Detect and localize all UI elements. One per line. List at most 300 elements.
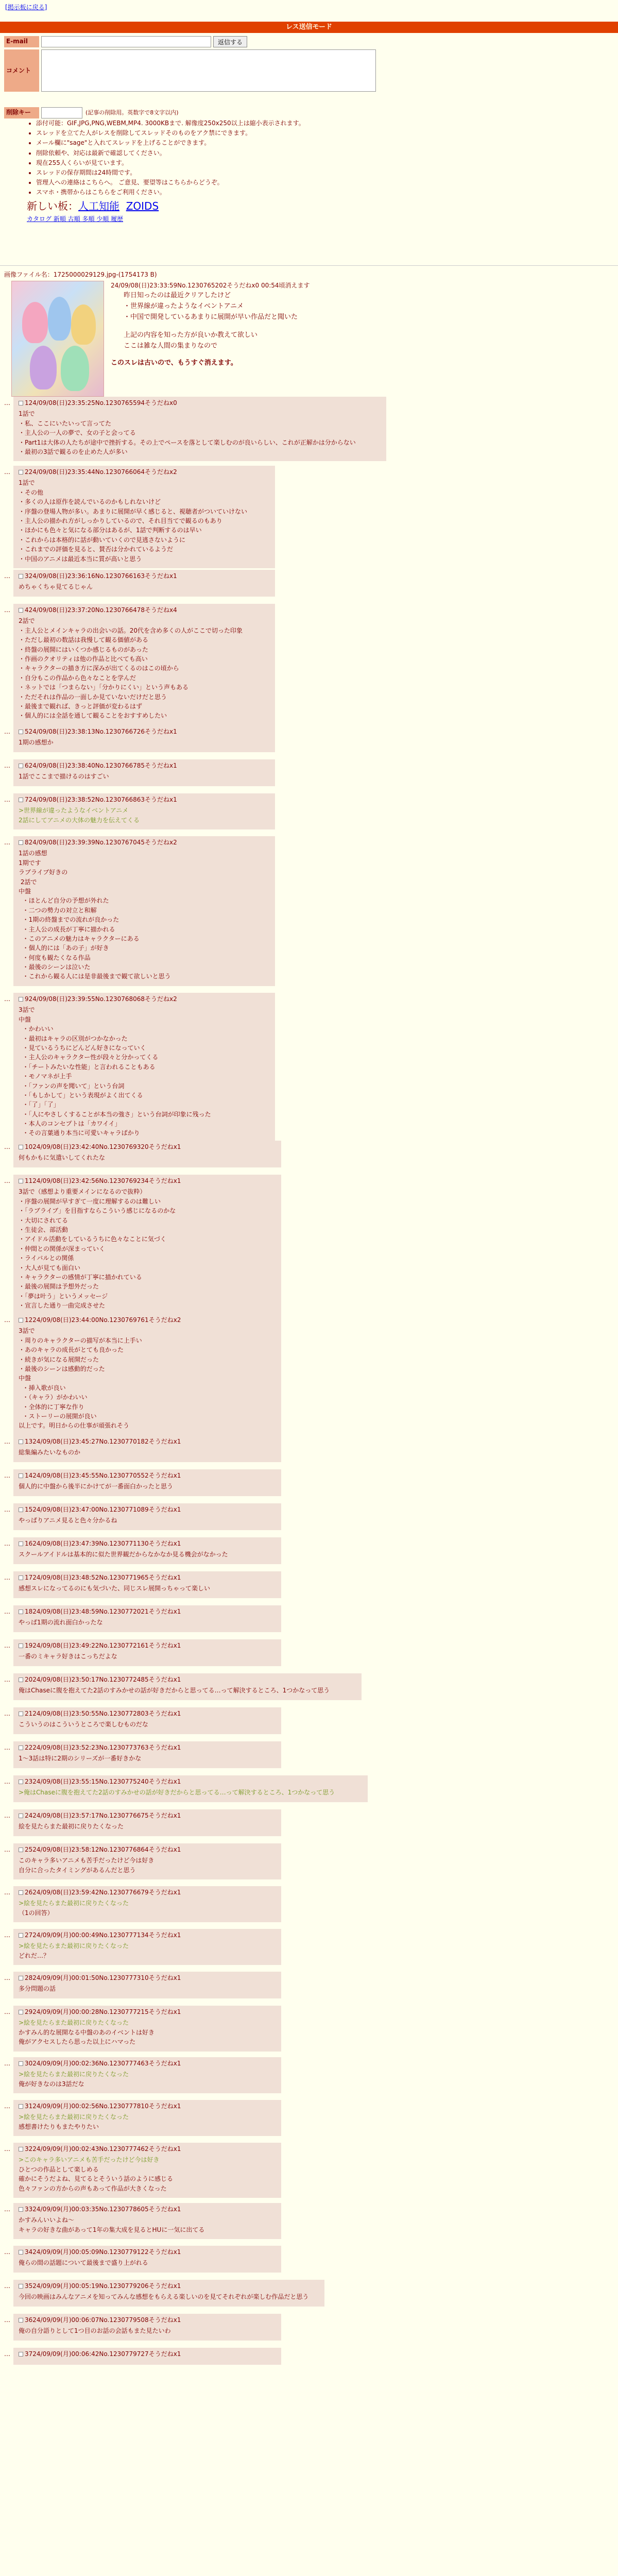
reply-text: ・モノマネが上手 (19, 1073, 72, 1080)
reply-text: 1期です (19, 859, 41, 867)
reply-text: ・ただし最初の数話は我慢して観る価値がある (19, 636, 149, 644)
reply-checkbox[interactable] (19, 1179, 23, 1183)
reply-header[interactable]: 1424/09/08(日)23:45:55No.1230770552そうだねx1 (25, 1472, 181, 1479)
reply-header[interactable]: 1724/09/08(日)23:48:52No.1230771965そうだねx1 (25, 1574, 181, 1581)
reply-text: ひとつの作品として楽しめる (19, 2165, 99, 2173)
reply-indent-marker: … (4, 2206, 10, 2213)
reply-indent-marker: … (4, 1889, 10, 1896)
reply-text: ・これからは本格的に話が動いていくので見逃さないように (19, 536, 186, 544)
reply-text: 1話の感想 (19, 850, 47, 857)
reply-body (13, 604, 275, 725)
reply-text: ・「人にやさしくすることが本当の強さ」という台詞が印象に残った (19, 1110, 211, 1118)
email-field[interactable] (41, 36, 211, 47)
reply-checkbox[interactable] (19, 401, 23, 405)
reply-text: スクールアイドルは基本的に似た世界観だからなかなか見る機会がなかった (19, 1551, 228, 1558)
reply-body (13, 1537, 281, 1564)
reply-indent-marker: … (4, 2008, 10, 2015)
reply-indent-marker: … (4, 1676, 10, 1683)
reply-checkbox[interactable] (19, 1145, 23, 1149)
new-board-link-zoids[interactable]: ZOIDS (126, 199, 159, 212)
reply-body (13, 397, 386, 461)
reply-body (13, 1503, 281, 1530)
reply-text: ・大人が見ても面白い (19, 1264, 81, 1272)
reply-text: ・ライバルとの関係 (19, 1255, 74, 1262)
reply-indent-marker: … (4, 1438, 10, 1445)
reply-body (13, 570, 275, 597)
submit-reply-button[interactable]: 返信する (213, 36, 247, 47)
note-item: • 現在255人くらいが見ています。 (36, 158, 542, 168)
reply-header[interactable]: 124/09/08(日)23:35:25No.1230765594そうだねx0 (25, 399, 177, 406)
comment-label: コメント (4, 49, 39, 92)
reply-text: 1期の感想か (19, 739, 54, 747)
reply-body (13, 1435, 281, 1462)
reply-body (13, 1175, 281, 1315)
comment-field[interactable] (41, 49, 376, 92)
reply-header[interactable]: 624/09/08(日)23:38:40No.1230766785そうだねx1 (25, 762, 177, 769)
reply-body (13, 1605, 281, 1632)
reply-checkbox[interactable] (19, 470, 23, 474)
reply-header[interactable]: 3024/09/09(月)00:02:36No.1230777463そうだねx1 (25, 2060, 181, 2067)
reply-checkbox[interactable] (19, 764, 23, 768)
reply-text: ・生徒会、部活動 (19, 1226, 68, 1233)
quoted-text: >絵を見たらまた最初に戻りたくなった (19, 1900, 129, 1907)
reply-text: ・ストーリーの展開が良い (19, 1412, 97, 1420)
reply-checkbox[interactable] (19, 1609, 23, 1614)
op-line: ここは雑な人間の集まりなので (124, 342, 218, 350)
reply-body (13, 836, 275, 986)
reply-body (13, 1673, 362, 1700)
reply-body (13, 1972, 281, 1998)
reply-text: ・最後のシーンは感動的だった (19, 1365, 105, 1372)
reply-header[interactable]: 2224/09/08(日)23:52:23No.1230773763そうだねx1 (25, 1744, 181, 1751)
reply-checkbox[interactable] (19, 1507, 23, 1512)
reply-body (13, 759, 275, 786)
quoted-text: >世界線が違ったようなイベントアニメ (19, 807, 129, 815)
reply-indent-marker: … (4, 1846, 10, 1853)
reply-text: ・全体的に丁寧な作り (19, 1403, 84, 1411)
reply-checkbox[interactable] (19, 574, 23, 579)
reply-text: 中盤 (19, 1015, 31, 1023)
reply-text: 2話で (19, 617, 35, 625)
character-figure (61, 346, 89, 391)
reply-header[interactable]: 2424/09/08(日)23:57:17No.1230776675そうだねx1 (25, 1812, 181, 1819)
reply-checkbox[interactable] (19, 2010, 23, 2014)
reply-text: やっぱ1期の流れ面白かったな (19, 1619, 103, 1626)
reply-text: かすみんいいよね〜 (19, 2216, 75, 2224)
op-line: 上記の内容を知った方が良いか教えて欲しい (124, 331, 258, 339)
reply-checkbox[interactable] (19, 1541, 23, 1546)
reply-checkbox[interactable] (19, 1780, 23, 1784)
reply-text: ・これから観る人には是非最後まで観て欲しいと思う (19, 973, 171, 980)
reply-text: 1〜3話は特に2期のシリーズが一番好きかな (19, 1755, 142, 1762)
quoted-text: 2話にしてアニメの大体の魅力を伝えてくる (19, 816, 140, 824)
quoted-text: >絵を見たらまた最初に戻りたくなった (19, 2019, 129, 2027)
reply-text: ・作画のクオリティは他の作品と比べても高い (19, 655, 148, 663)
reply-header[interactable]: 1924/09/08(日)23:49:22No.1230772161そうだねx1 (25, 1642, 181, 1649)
op-line: 昨日知ったのは最近クリアしたけど (124, 292, 231, 300)
reply-text: やっぱりアニメ見ると色々分かるね (19, 1517, 117, 1524)
reply-text: ・主人公のキャラクター性が段々と分かってくる (19, 1054, 159, 1061)
reply-indent-marker: … (4, 839, 10, 846)
reply-text: 1話で (19, 410, 35, 418)
delete-key-tip: (記事の削除用。英数字で8文字以内) (85, 109, 179, 116)
reply-checkbox[interactable] (19, 608, 23, 613)
reply-header[interactable]: 2624/09/08(日)23:59:42No.1230776679そうだねx1 (25, 1889, 181, 1896)
reply-header[interactable]: 724/09/08(日)23:38:52No.1230766863そうだねx1 (25, 796, 177, 803)
op-line: ・世界線が違ったようなイベントアニメ (124, 302, 244, 311)
reply-text: ・「ラブライブ」を目指すならこういう感じになるのかな (19, 1207, 176, 1215)
reply-text: 3話で (19, 1327, 35, 1335)
reply-text: ・個人的には「あの子」が好き (19, 944, 109, 952)
reply-header[interactable]: 2124/09/08(日)23:50:55No.1230772803そうだねx1 (25, 1710, 181, 1717)
new-board-link-ai[interactable]: 人工知能 (78, 199, 119, 212)
reply-checkbox[interactable] (19, 730, 23, 734)
reply-checkbox[interactable] (19, 798, 23, 802)
separator (0, 265, 618, 266)
reply-indent-marker: … (4, 1506, 10, 1513)
reply-header[interactable]: 1324/09/08(日)23:45:27No.1230770182そうだねx1 (25, 1438, 181, 1445)
reply-checkbox[interactable] (19, 1890, 23, 1895)
reply-text: ・「夢は叶う」というメッセージ (19, 1292, 108, 1300)
reply-checkbox[interactable] (19, 1933, 23, 1938)
quoted-text: >俺はChaseに腹を抱えてた2話のすみかせの話が好きだからと思ってる…って解決するところ、1つかなって思う (19, 1789, 335, 1797)
reply-indent-marker: … (4, 1574, 10, 1581)
reply-body (13, 1775, 368, 1802)
reply-header[interactable]: 524/09/08(日)23:38:13No.1230766726そうだねx1 (25, 728, 177, 735)
reply-indent-marker: … (4, 1316, 10, 1324)
reply-body (13, 2280, 324, 2307)
reply-header[interactable]: 2824/09/09(月)00:01:50No.1230777310そうだねx1 (25, 1974, 181, 1981)
back-to-board-link[interactable]: [掲示板に戻る] (5, 4, 47, 11)
reply-indent-marker: … (4, 606, 10, 614)
character-figure (48, 297, 71, 341)
reply-indent-marker: … (4, 572, 10, 580)
reply-header[interactable]: 2724/09/09(月)00:00:49No.1230777134そうだねx1 (25, 1931, 181, 1939)
reply-body (13, 2006, 281, 2052)
reply-text: 絵を見たらまた最初に戻りたくなった (19, 1823, 124, 1831)
reply-text: 個人的に中盤から後半にかけてが一番面白かったと思う (19, 1483, 174, 1490)
reply-text: 感想スレになってるのにも気づいた、同じスレ展開っちゃって楽しい (19, 1585, 211, 1592)
reply-header[interactable]: 1024/09/08(日)23:42:40No.1230769320そうだねx1 (25, 1143, 181, 1150)
file-info: 画像ファイル名：1725000029129.jpg-(1754173 B) (4, 271, 157, 278)
reply-text: ・序盤の登場人物が多い。あまりに展開が早く感じると、視聴者がついていけない (19, 507, 248, 515)
reply-body (13, 993, 275, 1143)
reply-text: ・中国のアニメは最近本当に質が高いと思う (19, 555, 142, 563)
reply-text: ・ネットでは「つまらない」「分かりにくい」という声もある (19, 684, 189, 691)
reply-checkbox[interactable] (19, 2318, 23, 2323)
reply-text: ・（キャラ）がかわいい (19, 1394, 88, 1401)
reply-header[interactable]: 1124/09/08(日)23:42:56No.1230769234そうだねx1 (25, 1177, 181, 1184)
reply-text: 自分に合ったタイミングがあるんだと思う (19, 1866, 136, 1874)
reply-text: 1話で (19, 479, 35, 487)
reply-text: （1の回答） (19, 1909, 54, 1917)
reply-body (13, 2348, 281, 2365)
quoted-text: >絵を見たらまた最初に戻りたくなった (19, 2113, 129, 2121)
reply-text: ・Part1は大体の人たちが途中で挫折する。その上でペースを落として楽しむのが良いらしい、これが正解かは分からない (19, 438, 356, 446)
reply-form (4, 36, 416, 121)
reply-text: ・二つの勢力の対立と和解 (19, 906, 97, 914)
reply-text: ・アイドル活動をしているうちに色々なことに気づく (19, 1235, 166, 1243)
reply-checkbox[interactable] (19, 2352, 23, 2357)
reply-text: 俺が好きなのは3話だな (19, 2080, 84, 2088)
note-item: • 削除依頼や、対応は最新で確認してください。 (36, 148, 542, 158)
reply-header[interactable]: 2924/09/09(月)00:00:28No.1230777215そうだねx1 (25, 2008, 181, 2015)
reply-body (13, 1707, 281, 1734)
reply-text: ・かわいい (19, 1025, 54, 1033)
reply-text: ・続きが気になる展開だった (19, 1355, 99, 1363)
reply-checkbox[interactable] (19, 1439, 23, 1444)
reply-body (13, 1809, 281, 1836)
reply-text: 俺らの間の話題について最後まで盛り上がれる (19, 2259, 148, 2267)
reply-indent-marker: … (4, 1177, 10, 1184)
reply-text: ・個人的には全話を通して観ることをおすすめしたい (19, 712, 167, 720)
reply-text: キャラの好きな曲があって1年の集大成を見るとHUに一気に出てる (19, 2226, 205, 2233)
delete-key-label: 削除キー (4, 107, 39, 118)
reply-checkbox[interactable] (19, 2104, 23, 2109)
reply-header[interactable]: 3224/09/09(月)00:02:43No.1230777462そうだねx1 (25, 2145, 181, 2153)
reply-indent-marker: … (4, 1778, 10, 1785)
reply-indent-marker: … (4, 2316, 10, 2324)
reply-checkbox[interactable] (19, 1711, 23, 1716)
reply-indent-marker: … (4, 762, 10, 769)
reply-indent-marker: … (4, 1642, 10, 1649)
new-boards-prefix: 新しい板： (27, 199, 78, 212)
op-header: 24/09/08(日)23:33:59No.1230765202そうだねx0 00:54頃消えます (111, 282, 310, 289)
reply-body (13, 1639, 281, 1666)
reply-body (13, 1929, 281, 1965)
reply-checkbox[interactable] (19, 1848, 23, 1852)
reply-body (13, 1141, 281, 1167)
reply-text: ・周りのキャラクターの描写が本当に上手い (19, 1336, 142, 1344)
reply-text: ・何度も観たくなる作品 (19, 954, 91, 961)
thread-expiring-message: このスレは古いので、もうすぐ消えます。 (111, 359, 237, 367)
reply-body (13, 1843, 281, 1879)
reply-checkbox[interactable] (19, 2061, 23, 2066)
reply-text: 3話で (19, 1006, 35, 1014)
reply-text: ・主人公の一人の夢で、女の子と会ってる (19, 429, 136, 437)
reply-body (13, 1886, 281, 1922)
reply-checkbox[interactable] (19, 1643, 23, 1648)
reply-text: ・その他 (19, 488, 44, 496)
reply-text: ・終盤の展開にはいくつか感じるものがあった (19, 646, 148, 653)
reply-text: かすみん的な展開なる中盤のあのイベントは好き (19, 2028, 155, 2036)
reply-checkbox[interactable] (19, 997, 23, 1002)
op-line: ・中国で開発しているあまりに展開が早い作品だと聞いた (124, 313, 298, 321)
reply-text: ・挿入歌が良い (19, 1384, 66, 1392)
thread-image[interactable] (11, 281, 104, 397)
reply-checkbox[interactable] (19, 1976, 23, 1980)
reply-text: 中盤 (19, 1375, 31, 1382)
reply-checkbox[interactable] (19, 2250, 23, 2255)
reply-indent-marker: … (4, 2248, 10, 2256)
reply-indent-marker: … (4, 1540, 10, 1547)
reply-header[interactable]: 3724/09/09(月)00:06:42No.1230779727そうだねx1 (25, 2350, 181, 2358)
op-post (111, 281, 605, 368)
reply-header[interactable]: 1224/09/08(日)23:44:00No.1230769761そうだねx2 (25, 1316, 181, 1324)
reply-body (13, 2314, 281, 2341)
character-figure (30, 346, 57, 389)
reply-header[interactable]: 3124/09/09(月)00:02:56No.1230777810そうだねx1 (25, 2103, 181, 2110)
reply-text: どれだ…？ (19, 1952, 50, 1959)
reply-indent-marker: … (4, 2103, 10, 2110)
note-item: • スレッドを立てた人がレスを削除してスレッドそのものをアク禁にできます。 (36, 128, 542, 138)
reply-header[interactable]: 1624/09/08(日)23:47:39No.1230771130そうだねx1 (25, 1540, 181, 1547)
reply-header[interactable]: 2024/09/08(日)23:50:17No.1230772485そうだねx1 (25, 1676, 181, 1683)
reply-text: ・最後まで観れば、きっと評価が変わるはず (19, 702, 143, 710)
reply-text: 今回の映画はみんなアニメを知ってみんな感想をもらえる楽しいのを見てそれぞれが楽しむ作品だと思う (19, 2293, 309, 2301)
reply-body (13, 1469, 281, 1496)
reply-body (13, 793, 275, 829)
reply-checkbox[interactable] (19, 2284, 23, 2289)
reply-body (13, 2143, 281, 2198)
reply-text: 何もかもに気遣いしてくれたな (19, 1154, 106, 1162)
reply-indent-marker: … (4, 728, 10, 735)
reply-text: このキャラ多いアニメも苦手だったけど今は好き (19, 1857, 154, 1865)
reply-text: ・最後のシーンは泣いた (19, 963, 91, 971)
reply-indent-marker: … (4, 1744, 10, 1751)
reply-checkbox[interactable] (19, 2207, 23, 2212)
reply-text: ・最初の3話で観るのを止めた人が多い (19, 448, 128, 455)
reply-indent-marker: … (4, 2145, 10, 2153)
reply-text: ・「了」「了」 (19, 1101, 60, 1109)
reply-text: ・「ファンの声を聞いて」という台詞 (19, 1082, 125, 1090)
reply-indent-marker: … (4, 2350, 10, 2358)
reply-header[interactable]: 824/09/08(日)23:39:39No.1230767045そうだねx2 (25, 839, 177, 846)
reply-text: 1話でここまで描けるのはすごい (19, 773, 109, 781)
reply-indent-marker: … (4, 1710, 10, 1717)
reply-text: こういうのはこういうところで楽しむものだな (19, 1721, 148, 1728)
delete-key-field[interactable] (41, 107, 82, 118)
reply-text: 俺はChaseに腹を抱えてた2話のすみかせの話が好きだからと思ってる…って解決するところ、1つかなって思う (19, 1687, 330, 1694)
new-boards (27, 198, 542, 214)
reply-text: ・主人公の成長が丁寧に描かれる (19, 925, 115, 933)
reply-text: ・見ているうちにどんどん好きになっていく (19, 1044, 146, 1052)
reply-text: 総集編みたいなものか (19, 1449, 81, 1456)
reply-body (13, 1571, 281, 1598)
reply-header[interactable]: 324/09/08(日)23:36:16No.1230766163そうだねx1 (25, 572, 177, 580)
reply-text: ・あのキャラの成長がとても良かった (19, 1346, 124, 1354)
reply-header[interactable]: 3524/09/09(月)00:05:19No.1230779206そうだねx1 (25, 2282, 181, 2290)
reply-header[interactable]: 3424/09/09(月)00:05:09No.1230779122そうだねx1 (25, 2248, 181, 2256)
reply-indent-marker: … (4, 1974, 10, 1981)
reply-text: 中盤 (19, 887, 31, 895)
reply-header[interactable]: 3324/09/09(月)00:03:35No.1230778605そうだねx1 (25, 2206, 181, 2213)
reply-indent-marker: … (4, 1472, 10, 1479)
reply-body (13, 2203, 281, 2239)
reply-header[interactable]: 224/09/08(日)23:35:44No.1230766064そうだねx2 (25, 468, 177, 476)
reply-text: ・多くの人は原作を読んでいるのかもしれないけど (19, 498, 161, 506)
reply-text: ・ほとんど自分の予想が外れた (19, 897, 109, 905)
reply-body (13, 2246, 281, 2273)
reply-text: 多分問題の話 (19, 1985, 56, 1993)
reply-body (13, 2100, 281, 2136)
reply-text: ・「チートみたいな性能」と言われることもある (19, 1063, 156, 1071)
reply-text: 感想書けたりもまたやりたい (19, 2123, 99, 2130)
reply-text: ・自分もこの作品から色々なことを学んだ (19, 674, 136, 682)
note-item: • スマホ・携帯からはこちらをご利用ください。 (36, 188, 542, 197)
reply-text: 以上です。明日からの仕事が頑張れそう (19, 1422, 130, 1430)
reply-body (13, 2057, 281, 2093)
quoted-text: >絵を見たらまた最初に戻りたくなった (19, 1942, 129, 1950)
reply-indent-marker: … (4, 1812, 10, 1819)
reply-indent-marker: … (4, 399, 10, 406)
reply-text: ・私、ここにいたいって言ってた (19, 419, 112, 427)
board-notes (27, 118, 542, 224)
reply-checkbox[interactable] (19, 1318, 23, 1323)
reply-body (13, 1314, 281, 1435)
reply-indent-marker: … (4, 1608, 10, 1615)
character-figure (22, 302, 48, 343)
reply-text: ・主人公の描かれ方がしっかりしているので、それ目当てで観るのもあり (19, 517, 222, 524)
reply-header[interactable]: 2324/09/08(日)23:55:15No.1230775240そうだねx1 (25, 1778, 181, 1785)
reply-indent-marker: … (4, 1931, 10, 1939)
reply-checkbox[interactable] (19, 840, 23, 845)
reply-text: ・最初はキャラの区別がつかなかった (19, 1035, 128, 1042)
reply-text: ・最後の展開は予想外だった (19, 1283, 99, 1291)
catalog-links[interactable]: カタログ 新順 古順 多順 少順 履歴 (27, 215, 124, 223)
reply-indent-marker: … (4, 468, 10, 476)
reply-text: 一番のミキャラ好きはこっちだよな (19, 1653, 117, 1660)
reply-body (13, 1741, 281, 1768)
reply-checkbox[interactable] (19, 2147, 23, 2151)
reply-header[interactable]: 2524/09/08(日)23:58:12No.1230776864そうだねx1 (25, 1846, 181, 1853)
reply-mode-bar: レス送信モード (0, 22, 618, 33)
reply-text: ・主人公とメインキャラの出会いの話。20代を含め多くの人がここで切った印象 (19, 626, 243, 634)
reply-text: 俺の自分語りとして1つ目のお話の会話もまた見たいわ (19, 2327, 171, 2335)
character-figure (71, 304, 96, 345)
reply-body (13, 466, 275, 568)
reply-text: 3話で（感想より重要メインになるので抜粋） (19, 1188, 146, 1196)
reply-header[interactable]: 424/09/08(日)23:37:20No.1230766478そうだねx4 (25, 606, 177, 614)
reply-header[interactable]: 1524/09/08(日)23:47:00No.1230771089そうだねx1 (25, 1506, 181, 1513)
reply-header[interactable]: 3624/09/09(月)00:06:07No.1230779508そうだねx1 (25, 2316, 181, 2324)
reply-indent-marker: … (4, 2282, 10, 2290)
note-item: • 管理人への連絡はこちらへ。 ご意見、要望等はこちらからどうぞ。 (36, 178, 542, 188)
reply-checkbox[interactable] (19, 1677, 23, 1682)
reply-text: ・宣言した通り一曲完成させた (19, 1302, 106, 1310)
reply-checkbox[interactable] (19, 1575, 23, 1580)
note-item: • 添付可能：GIF,JPG,PNG,WEBM,MP4. 3000KBまで. 解像度250x250以上は縮小表示されます。 (36, 118, 542, 128)
reply-text: ・これまでの評価を見ると、賛否は分かれているようだ (19, 546, 174, 553)
reply-header[interactable]: 924/09/08(日)23:39:55No.1230768068そうだねx2 (25, 995, 177, 1003)
reply-text: ・その言葉通り本当に可愛いキャラばかり (19, 1129, 140, 1137)
reply-header[interactable]: 1824/09/08(日)23:48:59No.1230772021そうだねx1 (25, 1608, 181, 1615)
quoted-text: >絵を見たらまた最初に戻りたくなった (19, 2071, 129, 2078)
note-item: • メール欄に"sage"と入れてスレッドを上げることができます。 (36, 138, 542, 148)
reply-text: ・1期の終盤までの流れが良かった (19, 916, 119, 924)
reply-checkbox[interactable] (19, 1814, 23, 1818)
reply-text: ・仲間との関係が深まっていく (19, 1245, 106, 1252)
reply-text: 俺がアクセスしたら思った以上にハマった (19, 2038, 136, 2046)
reply-indent-marker: … (4, 995, 10, 1003)
reply-text: ・ほかにも色々と気になる部分はあるが、1話で判断するのは早い (19, 527, 202, 534)
reply-body (13, 725, 275, 752)
reply-text: ・大切にされてる (19, 1216, 68, 1224)
reply-indent-marker: … (4, 796, 10, 803)
reply-indent-marker: … (4, 2060, 10, 2067)
quoted-text: >このキャラ多いアニメも苦手だったけど今は好き (19, 2156, 160, 2164)
reply-checkbox[interactable] (19, 1473, 23, 1478)
note-item: • スレッドの保存期間は24時間です。 (36, 168, 542, 178)
reply-text: ・キャラクターの感情が丁寧に描かれている (19, 1273, 142, 1281)
reply-text: ・ただそれは作品の一面しか見ていないだけだと思う (19, 693, 167, 701)
reply-text: めちゃくちゃ見てるじゃん (19, 583, 93, 591)
reply-text: ・序盤の展開が早すぎて一度に理解するのは難しい (19, 1197, 161, 1205)
reply-text: ・本人のコンセプトは「カワイイ」 (19, 1120, 121, 1128)
reply-text: 2話で (19, 878, 37, 886)
reply-text: ・このアニメの魅力はキャラクターにある (19, 935, 140, 942)
reply-checkbox[interactable] (19, 1745, 23, 1750)
